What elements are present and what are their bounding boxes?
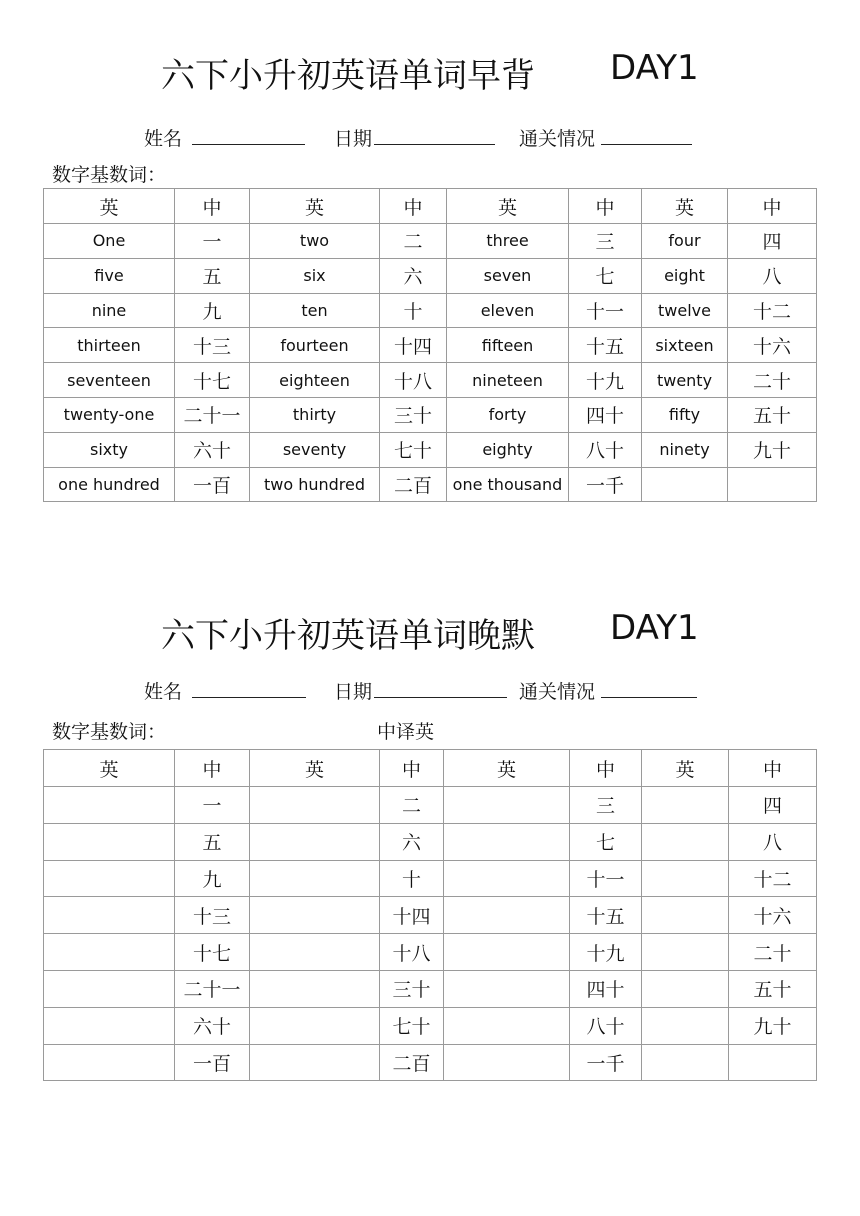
bottom-header-en: 英 <box>642 750 729 787</box>
table-row <box>44 328 817 363</box>
chinese-cell <box>728 467 817 502</box>
table-row <box>44 823 817 860</box>
top-title <box>0 48 860 96</box>
chinese-cell: 十七 <box>175 934 250 971</box>
english-cell[interactable] <box>642 860 729 897</box>
chinese-cell: 八 <box>729 823 817 860</box>
chinese-cell: 二十一 <box>175 397 250 432</box>
chinese-cell: 十七 <box>175 363 250 398</box>
english-cell[interactable] <box>250 1007 380 1044</box>
chinese-cell: 十三 <box>175 897 250 934</box>
chinese-cell: 三 <box>570 787 642 824</box>
english-cell[interactable] <box>444 860 570 897</box>
chinese-cell: 九十 <box>729 1007 817 1044</box>
chinese-cell: 九 <box>175 293 250 328</box>
english-cell[interactable] <box>44 1007 175 1044</box>
bottom-status-field[interactable] <box>601 697 697 698</box>
chinese-cell: 一 <box>175 787 250 824</box>
english-cell[interactable] <box>642 970 729 1007</box>
bottom-header-en: 英 <box>250 750 380 787</box>
bottom-header-cn: 中 <box>729 750 817 787</box>
chinese-cell: 二十一 <box>175 970 250 1007</box>
top-header-cn: 中 <box>380 189 447 224</box>
english-cell: two <box>250 224 380 259</box>
bottom-name-field[interactable] <box>192 697 306 698</box>
table-row <box>44 934 817 971</box>
english-cell[interactable] <box>250 897 380 934</box>
english-cell: fifteen <box>447 328 569 363</box>
english-cell: seventeen <box>44 363 175 398</box>
table-row <box>44 224 817 259</box>
table-row <box>44 432 817 467</box>
top-header-cn: 中 <box>175 189 250 224</box>
english-cell: eighteen <box>250 363 380 398</box>
english-cell: six <box>250 258 380 293</box>
chinese-cell: 十二 <box>729 860 817 897</box>
english-cell[interactable] <box>44 934 175 971</box>
chinese-cell: 十三 <box>175 328 250 363</box>
chinese-cell: 十一 <box>570 860 642 897</box>
english-cell: eight <box>642 258 728 293</box>
english-cell[interactable] <box>642 823 729 860</box>
chinese-cell: 七 <box>570 823 642 860</box>
chinese-cell <box>729 1044 817 1081</box>
english-cell: fifty <box>642 397 728 432</box>
table-row <box>44 1044 817 1081</box>
english-cell[interactable] <box>44 897 175 934</box>
table-row <box>44 467 817 502</box>
bottom-title-day: DAY1 <box>610 608 699 648</box>
english-cell[interactable] <box>642 787 729 824</box>
english-cell: ten <box>250 293 380 328</box>
english-cell: twenty-one <box>44 397 175 432</box>
table-row <box>44 860 817 897</box>
table-row <box>44 397 817 432</box>
chinese-cell: 十五 <box>570 897 642 934</box>
english-cell[interactable] <box>444 1007 570 1044</box>
chinese-cell: 十九 <box>569 363 642 398</box>
english-cell[interactable] <box>250 860 380 897</box>
chinese-cell: 五 <box>175 258 250 293</box>
chinese-cell: 九 <box>175 860 250 897</box>
chinese-cell: 二百 <box>380 1044 444 1081</box>
chinese-cell: 四 <box>728 224 817 259</box>
english-cell[interactable] <box>250 787 380 824</box>
chinese-cell: 十八 <box>380 934 444 971</box>
bottom-dictation-table <box>43 749 817 1081</box>
english-cell: fourteen <box>250 328 380 363</box>
english-cell <box>642 467 728 502</box>
top-name-label: 姓名 <box>144 128 183 150</box>
chinese-cell: 三十 <box>380 397 447 432</box>
top-header-en: 英 <box>250 189 380 224</box>
english-cell: eleven <box>447 293 569 328</box>
chinese-cell: 四 <box>729 787 817 824</box>
english-cell: nineteen <box>447 363 569 398</box>
english-cell: eighty <box>447 432 569 467</box>
english-cell: thirteen <box>44 328 175 363</box>
chinese-cell: 七十 <box>380 432 447 467</box>
chinese-cell: 一千 <box>569 467 642 502</box>
english-cell[interactable] <box>444 1044 570 1081</box>
bottom-title <box>0 608 860 656</box>
english-cell: sixteen <box>642 328 728 363</box>
chinese-cell: 十八 <box>380 363 447 398</box>
chinese-cell: 十四 <box>380 328 447 363</box>
chinese-cell: 十五 <box>569 328 642 363</box>
top-header-en: 英 <box>447 189 569 224</box>
table-row <box>44 897 817 934</box>
english-cell[interactable] <box>44 823 175 860</box>
top-status-label: 通关情况 <box>519 128 596 150</box>
english-cell: twenty <box>642 363 728 398</box>
chinese-cell: 一百 <box>175 467 250 502</box>
english-cell[interactable] <box>444 823 570 860</box>
top-section-label: 数字基数词： <box>52 164 167 186</box>
bottom-date-label: 日期 <box>334 681 373 703</box>
chinese-cell: 一百 <box>175 1044 250 1081</box>
top-name-field[interactable] <box>192 144 305 145</box>
bottom-header-cn: 中 <box>380 750 444 787</box>
english-cell[interactable] <box>44 970 175 1007</box>
english-cell[interactable] <box>444 787 570 824</box>
english-cell[interactable] <box>44 1044 175 1081</box>
chinese-cell: 十四 <box>380 897 444 934</box>
english-cell: two hundred <box>250 467 380 502</box>
chinese-cell: 三 <box>569 224 642 259</box>
top-info-row <box>0 124 860 150</box>
chinese-cell: 十六 <box>728 328 817 363</box>
top-table-header-row <box>44 189 817 224</box>
bottom-mode-label: 中译英 <box>377 721 435 743</box>
top-header-en: 英 <box>44 189 175 224</box>
chinese-cell: 二 <box>380 787 444 824</box>
top-title-text: 六下小升初英语单词早背 <box>161 56 535 96</box>
table-row <box>44 787 817 824</box>
bottom-section-label: 数字基数词： <box>52 721 167 743</box>
english-cell[interactable] <box>444 934 570 971</box>
english-cell: thirty <box>250 397 380 432</box>
chinese-cell: 一 <box>175 224 250 259</box>
chinese-cell: 六十 <box>175 432 250 467</box>
english-cell[interactable] <box>444 897 570 934</box>
table-row <box>44 363 817 398</box>
bottom-title-text: 六下小升初英语单词晚默 <box>161 616 535 656</box>
english-cell: seventy <box>250 432 380 467</box>
english-cell[interactable] <box>642 897 729 934</box>
english-cell: one thousand <box>447 467 569 502</box>
english-cell: five <box>44 258 175 293</box>
english-cell[interactable] <box>642 1007 729 1044</box>
bottom-name-label: 姓名 <box>144 681 183 703</box>
table-row <box>44 970 817 1007</box>
english-cell: One <box>44 224 175 259</box>
chinese-cell: 五十 <box>729 970 817 1007</box>
bottom-header-cn: 中 <box>175 750 250 787</box>
chinese-cell: 二 <box>380 224 447 259</box>
chinese-cell: 四十 <box>569 397 642 432</box>
bottom-table-header-row <box>44 750 817 787</box>
english-cell[interactable] <box>642 1044 729 1081</box>
chinese-cell: 二百 <box>380 467 447 502</box>
english-cell: nine <box>44 293 175 328</box>
table-row <box>44 293 817 328</box>
chinese-cell: 七 <box>569 258 642 293</box>
chinese-cell: 四十 <box>570 970 642 1007</box>
english-cell[interactable] <box>250 823 380 860</box>
bottom-date-field[interactable] <box>374 697 507 698</box>
english-cell[interactable] <box>250 970 380 1007</box>
top-date-field[interactable] <box>374 144 495 145</box>
table-row <box>44 258 817 293</box>
top-vocab-table <box>43 188 817 502</box>
top-date-label: 日期 <box>334 128 373 150</box>
english-cell[interactable] <box>44 860 175 897</box>
english-cell: twelve <box>642 293 728 328</box>
bottom-header-cn: 中 <box>570 750 642 787</box>
chinese-cell: 八十 <box>569 432 642 467</box>
bottom-header-en: 英 <box>44 750 175 787</box>
english-cell[interactable] <box>250 934 380 971</box>
chinese-cell: 八 <box>728 258 817 293</box>
english-cell: sixty <box>44 432 175 467</box>
english-cell: three <box>447 224 569 259</box>
chinese-cell: 九十 <box>728 432 817 467</box>
chinese-cell: 六 <box>380 823 444 860</box>
english-cell[interactable] <box>444 970 570 1007</box>
english-cell[interactable] <box>642 934 729 971</box>
chinese-cell: 八十 <box>570 1007 642 1044</box>
top-header-cn: 中 <box>728 189 817 224</box>
english-cell: ninety <box>642 432 728 467</box>
english-cell: one hundred <box>44 467 175 502</box>
chinese-cell: 十 <box>380 293 447 328</box>
chinese-cell: 十一 <box>569 293 642 328</box>
english-cell: forty <box>447 397 569 432</box>
chinese-cell: 七十 <box>380 1007 444 1044</box>
english-cell: seven <box>447 258 569 293</box>
chinese-cell: 五 <box>175 823 250 860</box>
table-row <box>44 1007 817 1044</box>
english-cell[interactable] <box>250 1044 380 1081</box>
top-header-en: 英 <box>642 189 728 224</box>
top-header-cn: 中 <box>569 189 642 224</box>
top-status-field[interactable] <box>601 144 692 145</box>
chinese-cell: 二十 <box>729 934 817 971</box>
chinese-cell: 六十 <box>175 1007 250 1044</box>
chinese-cell: 三十 <box>380 970 444 1007</box>
top-title-day: DAY1 <box>610 48 699 88</box>
english-cell[interactable] <box>44 787 175 824</box>
bottom-status-label: 通关情况 <box>519 681 596 703</box>
bottom-header-en: 英 <box>444 750 570 787</box>
chinese-cell: 五十 <box>728 397 817 432</box>
chinese-cell: 一千 <box>570 1044 642 1081</box>
chinese-cell: 二十 <box>728 363 817 398</box>
english-cell: four <box>642 224 728 259</box>
chinese-cell: 十六 <box>729 897 817 934</box>
chinese-cell: 十二 <box>728 293 817 328</box>
chinese-cell: 六 <box>380 258 447 293</box>
bottom-info-row <box>0 677 860 703</box>
chinese-cell: 十 <box>380 860 444 897</box>
chinese-cell: 十九 <box>570 934 642 971</box>
